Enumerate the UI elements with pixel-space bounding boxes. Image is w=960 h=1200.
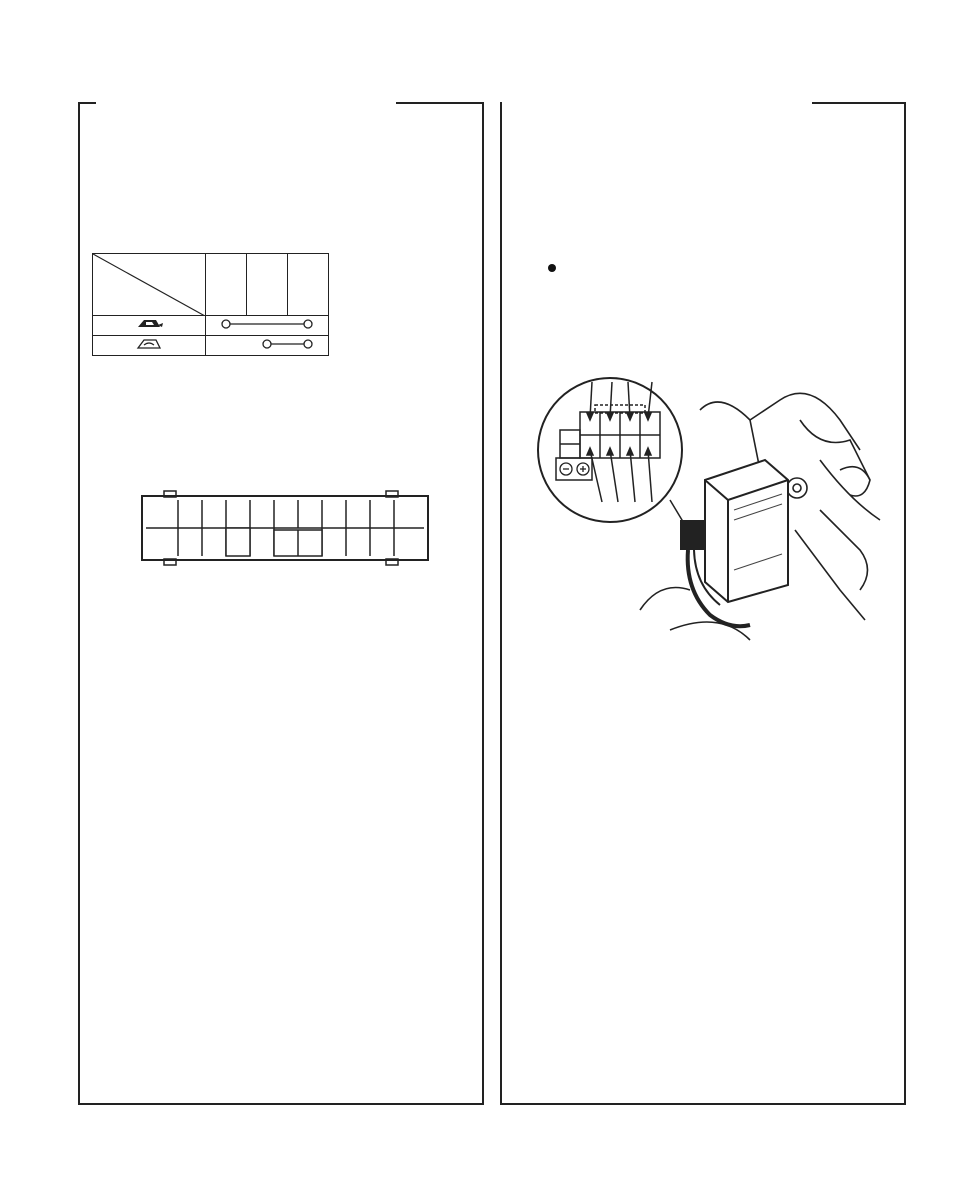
connector-16p-diagram — [140, 488, 430, 573]
recirculate-icon — [93, 336, 206, 356]
table-corner-header — [93, 254, 206, 316]
recirc-connection — [206, 336, 329, 356]
fresh-connection — [206, 316, 329, 336]
column-header-12 — [206, 254, 247, 316]
bullet-dot — [548, 264, 556, 272]
continuity-table — [92, 253, 329, 356]
fresh-air-icon — [93, 316, 206, 336]
motor-illustration — [520, 360, 890, 660]
table-row — [93, 316, 329, 336]
table-row — [93, 336, 329, 356]
corner-diagonal — [93, 254, 205, 316]
column-header-6 — [288, 254, 329, 316]
column-header-11 — [247, 254, 288, 316]
